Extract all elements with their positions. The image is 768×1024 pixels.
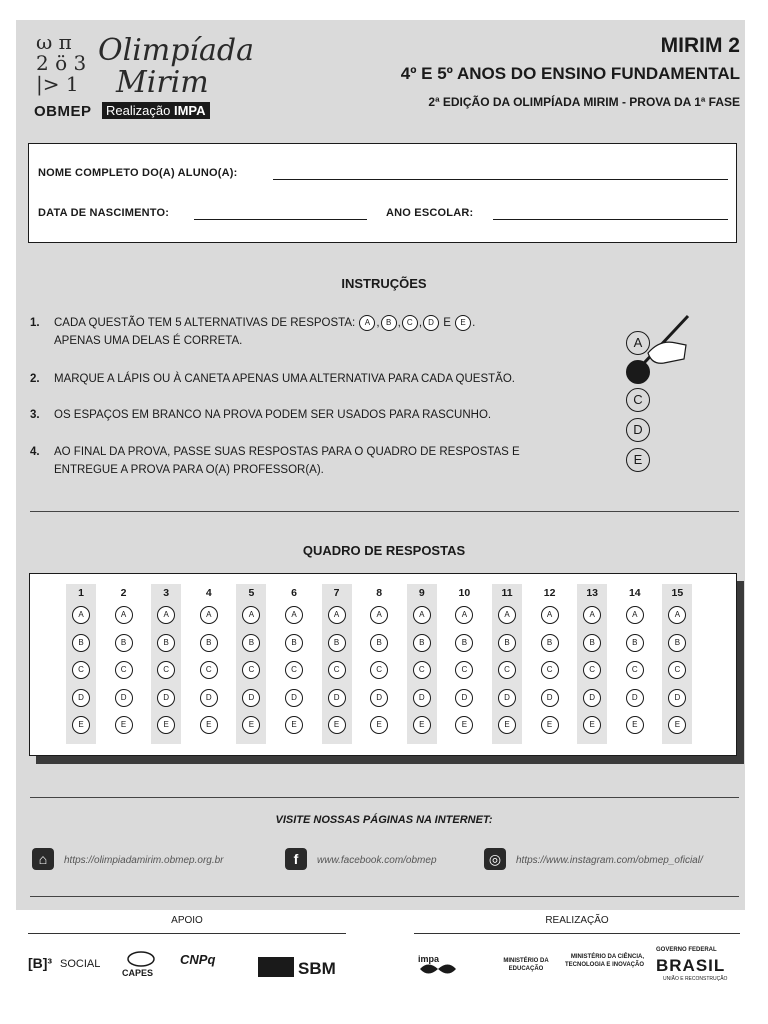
facebook-url[interactable]: www.facebook.com/obmep — [317, 855, 437, 866]
answer-option-e[interactable]: E — [668, 716, 686, 734]
answer-option-c[interactable]: C — [285, 661, 303, 679]
instruction-number: 1. — [30, 317, 40, 329]
birth-date-field[interactable] — [194, 219, 367, 220]
instruction-text: CADA QUESTÃO TEM 5 ALTERNATIVAS DE RESPOSTA: — [54, 317, 356, 329]
option-b-circle: B — [381, 315, 397, 331]
answer-option-b[interactable]: B — [498, 634, 516, 652]
question-number: 7 — [333, 587, 340, 599]
answer-column — [577, 584, 607, 744]
mec-logo: MINISTÉRIO DA EDUCAÇÃO — [503, 958, 549, 972]
logo-digits: ω π 2 ö 3 |> 1 — [36, 30, 87, 96]
school-year-label: ANO ESCOLAR: — [386, 207, 474, 219]
answer-option-b[interactable]: B — [115, 634, 133, 652]
gov-sub-label: UNIÃO E RECONSTRUÇÃO — [663, 976, 728, 982]
answer-option-d[interactable]: D — [626, 689, 644, 707]
answer-column — [109, 584, 139, 744]
home-icon: ⌂ — [32, 848, 54, 870]
facebook-icon: f — [285, 848, 307, 870]
capes-emblem-icon — [126, 950, 156, 968]
section-divider — [30, 896, 739, 897]
answer-option-a[interactable]: A — [285, 606, 303, 624]
answer-option-a[interactable]: A — [242, 606, 260, 624]
hand-pencil-icon — [634, 313, 694, 375]
answer-column — [535, 584, 565, 744]
answer-option-b[interactable]: B — [626, 634, 644, 652]
exam-level: MIRIM 2 — [660, 34, 740, 57]
example-option-d: D — [626, 418, 650, 442]
question-number: 11 — [501, 587, 513, 599]
answer-option-c[interactable]: C — [157, 661, 175, 679]
answer-option-e[interactable]: E — [455, 716, 473, 734]
impa-infinity-icon — [418, 962, 458, 976]
answer-option-d[interactable]: D — [583, 689, 601, 707]
realizacao-line — [414, 933, 740, 934]
question-number: 12 — [543, 587, 556, 599]
answer-option-d[interactable]: D — [200, 689, 218, 707]
instagram-icon: ◎ — [484, 848, 506, 870]
answer-option-c[interactable]: C — [668, 661, 686, 679]
answer-column — [151, 584, 181, 744]
instruction-item-3 — [30, 406, 590, 424]
answer-option-a[interactable]: A — [72, 606, 90, 624]
question-number: 14 — [628, 587, 641, 599]
site-url[interactable]: https://olimpiadamirim.obmep.org.br — [64, 855, 224, 866]
school-year-field[interactable] — [493, 219, 728, 220]
example-option-e: E — [626, 448, 650, 472]
question-number: 13 — [586, 587, 599, 599]
answer-option-a[interactable]: A — [455, 606, 473, 624]
answer-option-b[interactable]: B — [242, 634, 260, 652]
sbm-emblem-icon — [258, 957, 294, 977]
answer-option-d[interactable]: D — [328, 689, 346, 707]
logo-name-line1: Olimpíada — [98, 33, 255, 68]
answer-column — [279, 584, 309, 744]
cnpq-logo: CNPq — [180, 952, 216, 967]
option-e-circle: E — [455, 315, 471, 331]
answer-column — [407, 584, 437, 744]
answer-option-b[interactable]: B — [328, 634, 346, 652]
answer-option-c[interactable]: C — [370, 661, 388, 679]
instruction-number: 2. — [30, 373, 40, 385]
answer-option-b[interactable]: B — [455, 634, 473, 652]
question-number: 15 — [671, 587, 684, 599]
answer-option-c[interactable]: C — [72, 661, 90, 679]
answer-column — [620, 584, 650, 744]
answer-column — [66, 584, 96, 744]
b3-logo: [B]³ — [28, 955, 53, 971]
answer-option-b[interactable]: B — [370, 634, 388, 652]
answer-option-c[interactable]: C — [455, 661, 473, 679]
instructions-title: INSTRUÇÕES — [341, 276, 427, 291]
answer-column — [449, 584, 479, 744]
answer-option-d[interactable]: D — [498, 689, 516, 707]
birth-date-label: DATA DE NASCIMENTO: — [38, 207, 170, 219]
olimpiada-mirim-logo — [32, 30, 255, 126]
student-info-box — [28, 143, 737, 243]
question-number: 6 — [291, 587, 297, 599]
instruction-item-2 — [30, 370, 590, 388]
answer-option-a[interactable]: A — [200, 606, 218, 624]
answer-option-b[interactable]: B — [200, 634, 218, 652]
answer-option-b[interactable]: B — [285, 634, 303, 652]
exam-edition: 2ª EDIÇÃO DA OLIMPÍADA MIRIM - PROVA DA 1ª FASE — [428, 95, 740, 109]
option-a-circle: A — [359, 315, 375, 331]
answer-option-d[interactable]: D — [115, 689, 133, 707]
instruction-text-line2: APENAS UMA DELAS É CORRETA. — [54, 335, 243, 347]
answer-column — [236, 584, 266, 744]
instruction-text: MARQUE A LÁPIS OU À CANETA APENAS UMA ALTERNATIVA PARA CADA QUESTÃO. — [54, 373, 515, 385]
instruction-text-period: . — [472, 317, 476, 329]
answer-option-c[interactable]: C — [626, 661, 644, 679]
instruction-number: 4. — [30, 446, 40, 458]
gov-label: GOVERNO FEDERAL — [656, 947, 717, 953]
answer-option-d[interactable]: D — [242, 689, 260, 707]
links-title: VISITE NOSSAS PÁGINAS NA INTERNET: — [275, 814, 493, 826]
answer-option-d[interactable]: D — [668, 689, 686, 707]
question-number: 10 — [458, 587, 471, 599]
answer-option-c[interactable]: C — [328, 661, 346, 679]
question-number: 4 — [205, 587, 212, 599]
answer-option-b[interactable]: B — [72, 634, 90, 652]
instruction-item-4 — [30, 443, 585, 479]
answer-sheet — [29, 573, 737, 756]
impa-logo: impa — [418, 954, 440, 964]
logo-realizacao-text: Realização — [106, 103, 171, 118]
instruction-text: OS ESPAÇOS EM BRANCO NA PROVA PODEM SER USADOS PARA RASCUNHO. — [54, 409, 492, 421]
question-number: 3 — [163, 587, 170, 599]
answer-option-a[interactable]: A — [370, 606, 388, 624]
answer-option-c[interactable]: C — [115, 661, 133, 679]
answer-option-b[interactable]: B — [413, 634, 431, 652]
answer-option-e[interactable]: E — [242, 716, 260, 734]
capes-logo: CAPES — [122, 968, 154, 978]
answer-column — [322, 584, 352, 744]
name-field[interactable] — [273, 179, 728, 180]
section-divider — [30, 797, 739, 798]
answer-option-d[interactable]: D — [370, 689, 388, 707]
answer-option-c[interactable]: C — [413, 661, 431, 679]
name-label: NOME COMPLETO DO(A) ALUNO(A): — [38, 167, 238, 179]
answer-option-a[interactable]: A — [583, 606, 601, 624]
answer-option-a[interactable]: A — [115, 606, 133, 624]
answer-option-a[interactable]: A — [413, 606, 431, 624]
answer-option-d[interactable]: D — [455, 689, 473, 707]
answer-column — [492, 584, 522, 744]
answer-option-e[interactable]: E — [328, 716, 346, 734]
answer-option-c[interactable]: C — [200, 661, 218, 679]
answer-option-e[interactable]: E — [115, 716, 133, 734]
question-number: 1 — [78, 587, 84, 599]
logo-obmep: OBMEP — [34, 103, 92, 120]
answer-option-c[interactable]: C — [498, 661, 516, 679]
b3-social-logo: SOCIAL — [60, 958, 101, 970]
answer-option-a[interactable]: A — [541, 606, 559, 624]
answer-option-d[interactable]: D — [285, 689, 303, 707]
answer-option-e[interactable]: E — [285, 716, 303, 734]
answer-option-d[interactable]: D — [72, 689, 90, 707]
logo-name-line2: Mirim — [116, 65, 209, 100]
instruction-item-1: 1. CADA QUESTÃO TEM 5 ALTERNATIVAS DE RESPOSTA: A , B , C , D E E . APENAS UMA DELAS É CORRETA. — [30, 314, 590, 350]
answer-column — [364, 584, 394, 744]
answer-option-d[interactable]: D — [413, 689, 431, 707]
answer-option-b[interactable]: B — [157, 634, 175, 652]
answer-option-e[interactable]: E — [72, 716, 90, 734]
answer-option-e[interactable]: E — [200, 716, 218, 734]
answer-option-a[interactable]: A — [498, 606, 516, 624]
question-number: 9 — [418, 587, 425, 599]
answer-option-e[interactable]: E — [157, 716, 175, 734]
answer-column — [194, 584, 224, 744]
answer-option-e[interactable]: E — [498, 716, 516, 734]
answer-option-b[interactable]: B — [583, 634, 601, 652]
brasil-logo: BRASIL — [656, 956, 726, 975]
answer-option-d[interactable]: D — [541, 689, 559, 707]
question-number: 2 — [120, 587, 127, 599]
answer-option-b[interactable]: B — [668, 634, 686, 652]
answer-option-e[interactable]: E — [370, 716, 388, 734]
answer-option-a[interactable]: A — [668, 606, 686, 624]
sbm-logo: SBM — [298, 959, 336, 978]
answer-option-e[interactable]: E — [626, 716, 644, 734]
answer-option-a[interactable]: A — [626, 606, 644, 624]
answer-sheet-title: QUADRO DE RESPOSTAS — [302, 543, 466, 558]
answer-option-c[interactable]: C — [583, 661, 601, 679]
option-d-circle: D — [423, 315, 439, 331]
answer-option-e[interactable]: E — [583, 716, 601, 734]
apoio-label: APOIO — [171, 915, 203, 926]
section-divider — [30, 511, 739, 512]
answer-option-e[interactable]: E — [541, 716, 559, 734]
answer-option-c[interactable]: C — [242, 661, 260, 679]
answer-option-a[interactable]: A — [157, 606, 175, 624]
realizacao-label: REALIZAÇÃO — [545, 915, 609, 926]
example-option-c: C — [626, 388, 650, 412]
answer-option-b[interactable]: B — [541, 634, 559, 652]
question-number: 8 — [376, 587, 383, 599]
instagram-url[interactable]: https://www.instagram.com/obmep_oficial/ — [516, 855, 703, 866]
answer-option-a[interactable]: A — [328, 606, 346, 624]
answer-column — [662, 584, 692, 744]
mcti-logo: MINISTÉRIO DA CIÊNCIA, TECNOLOGIA E INOVAÇÃO — [564, 954, 644, 968]
question-number: 5 — [248, 587, 255, 599]
option-c-circle: C — [402, 315, 418, 331]
answer-option-e[interactable]: E — [413, 716, 431, 734]
instruction-text-and: E — [443, 317, 451, 329]
answer-option-d[interactable]: D — [157, 689, 175, 707]
instruction-text: AO FINAL DA PROVA, PASSE SUAS RESPOSTAS PARA O QUADRO DE RESPOSTAS E ENTREGUE A PROVA PARA O(A) PROFESSOR(A). — [54, 446, 520, 476]
apoio-line — [28, 933, 346, 934]
logo-realizacao-badge — [102, 102, 210, 119]
answer-option-c[interactable]: C — [541, 661, 559, 679]
exam-grades: 4º E 5º ANOS DO ENSINO FUNDAMENTAL — [400, 64, 740, 83]
instruction-number: 3. — [30, 409, 40, 421]
logo-impa-text: IMPA — [173, 103, 206, 118]
example-option-a: A — [626, 331, 650, 355]
